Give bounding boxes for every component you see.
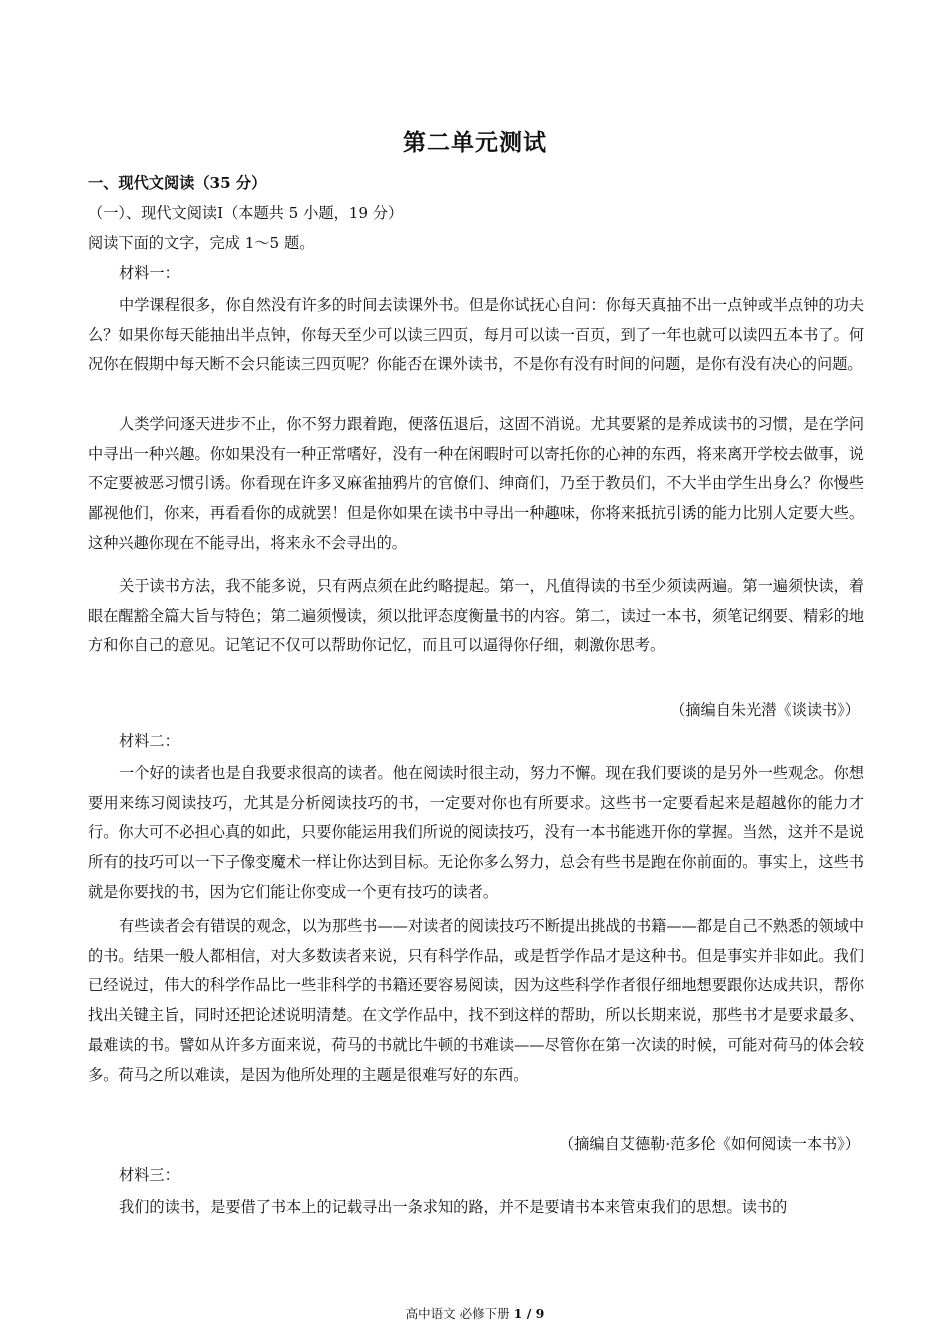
paragraph: 中学课程很多，你自然没有许多的时间去读课外书。但是你试抚心自问：你每天真抽不出一点钟或半点钟的功夫么？如果你每天能抽出半点钟，你每天至少可以读三四页，每月可以读一百页，到了一年也就可以读四五本书了。何况你在假期中每天断不会只能读三四页呢？你能否在课外读书，不是你有没有时间的问题，是你有没有决心的问题。 bbox=[88, 296, 864, 374]
subsection-heading: （一）、现代文阅读Ⅰ（本题共 5 小题，19 分） bbox=[88, 204, 404, 222]
paragraph: 人类学问逐天进步不止，你不努力跟着跑，便落伍退后，这固不消说。尤其要紧的是养成读书的习惯，是在学问中寻出一种兴趣。你如果没有一种正常嗜好，没有一种在闲暇时可以寄托你的心神的东西，将来离开学校去做事，说不定要被恶习惯引诱。你看现在许多叉麻雀抽鸦片的官僚们、绅商们，乃至于教员们，不大半由学生出身么？你慢些鄙视他们，你来，再看看你的成就罢！但是你如果在读书中寻出一种趣味，你将来抵抗引诱的能力比别人定要大些。这种兴趣你现在不能寻出，将来永不会寻出的。 bbox=[88, 415, 864, 552]
page-number: 1 / 9 bbox=[513, 1306, 545, 1321]
paragraph: 一个好的读者也是自我要求很高的读者。他在阅读时很主动，努力不懈。现在我们要谈的是另外一些观念。你想要用来练习阅读技巧，尤其是分析阅读技巧的书，一定要对你也有所要求。这些书一定要看起来是超越你的能力才行。你大可不必担心真的如此，只要你能运用我们所说的阅读技巧，没有一本书能逃开你的掌握。当然，这并不是说所有的技巧可以一下子像变魔术一样让你达到目标。无论你多么努力，总会有些书是跑在你前面的。事实上，这些书就是你要找的书，因为它们能让你变成一个更有技巧的读者。 bbox=[88, 764, 864, 901]
material-label: 材料二： bbox=[119, 732, 180, 750]
paragraph: 有些读者会有错误的观念，以为那些书——对读者的阅读技巧不断提出挑战的书籍——都是自己不熟悉的领域中的书。结果一般人都相信，对大多数读者来说，只有科学作品，或是哲学作品才是这种书。但是事实并非如此。我们已经说过，伟大的科学作品比一些非科学的书籍还要容易阅读，因为这些科学作者很仔细地想要跟你达成共识，帮你找出关键主旨，同时还把论述说明清楚。在文学作品中，找不到这样的帮助，所以长期来说，那些书才是要求最多、最难读的书。譬如从许多方面来说，荷马的书就比牛顿的书难读——尽管你在第一次读的时候，可能对荷马的体会较多。荷马之所以难读，是因为他所处理的主题是很难写好的东西。 bbox=[88, 917, 864, 1084]
paragraph: 关于读书方法，我不能多说，只有两点须在此约略提起。第一，凡值得读的书至少须读两遍。第一遍须快读，着眼在醒豁全篇大旨与特色；第二遍须慢读，须以批评态度衡量书的内容。第二，读过一本书，须笔记纲要、精彩的地方和你自己的意见。记笔记不仅可以帮助你记忆，而且可以逼得你仔细，刺激你思考。 bbox=[88, 577, 864, 655]
page-footer bbox=[0, 1304, 950, 1322]
footer-course: 高中语文 必修下册 bbox=[405, 1306, 510, 1321]
material-label: 材料一： bbox=[119, 264, 180, 282]
citation: （摘编自朱光潜《谈读书》） bbox=[670, 701, 860, 719]
material-label: 材料三： bbox=[119, 1166, 180, 1184]
page-title: 第二单元测试 bbox=[403, 129, 547, 156]
instruction-text: 阅读下面的文字，完成 1～5 题。 bbox=[88, 234, 315, 252]
section-heading: 一、现代文阅读（35 分） bbox=[88, 174, 267, 192]
paragraph: 我们的读书，是要借了书本上的记载寻出一条求知的路，并不是要请书本来管束我们的思想。读书的 bbox=[119, 1198, 788, 1216]
citation: （摘编自艾德勒·范多伦《如何阅读一本书》） bbox=[559, 1135, 860, 1153]
